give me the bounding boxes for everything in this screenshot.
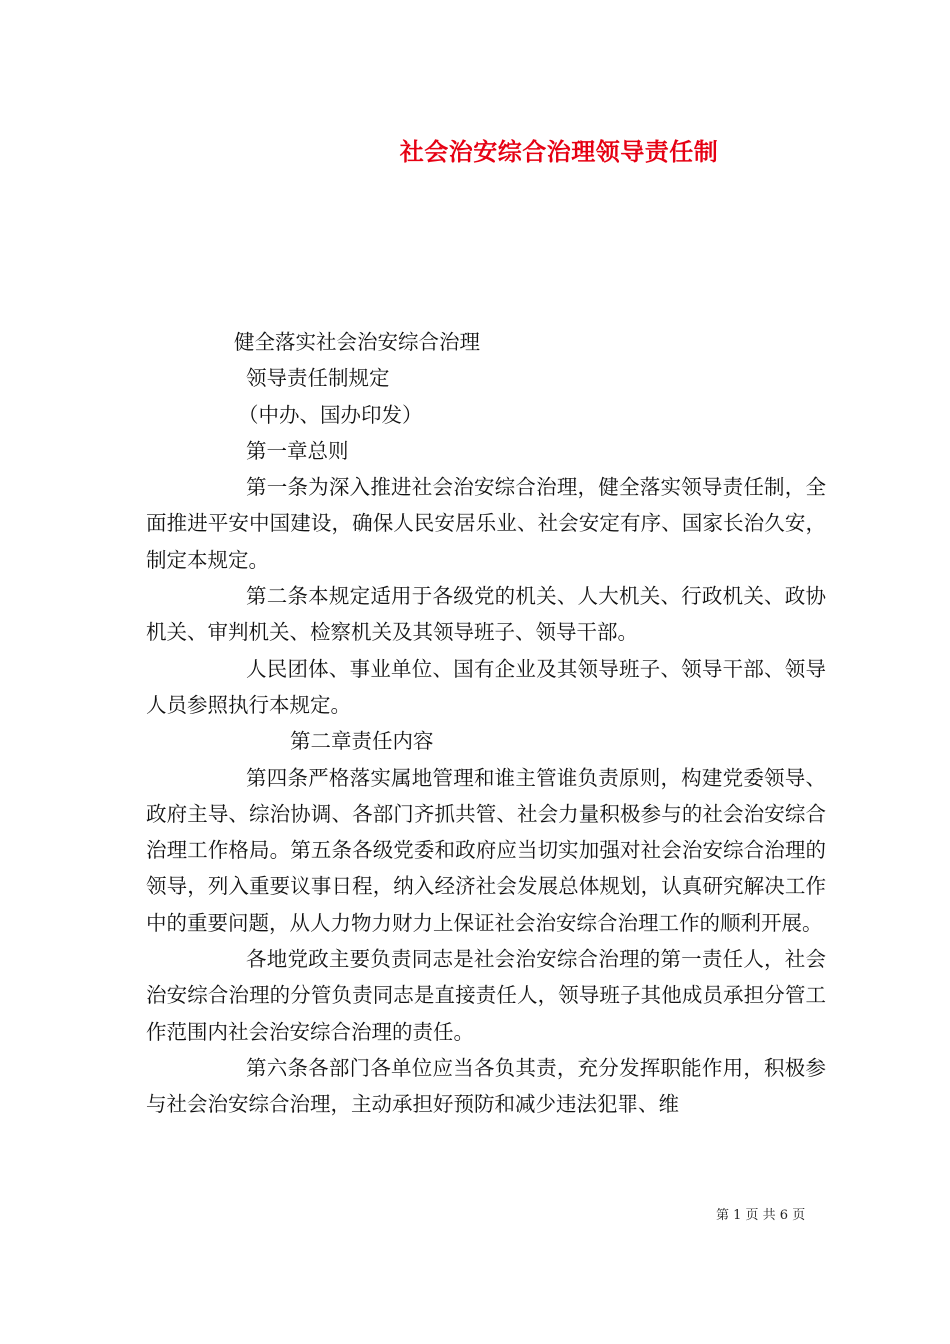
paragraph-article-4-5: 第四条严格落实属地管理和谁主管谁负责原则，构建党委领导、政府主导、综治协调、各部门齐抓共管、社会力量积极参与的社会治安综合治理工作格局。第五条各级党委和政府应当切实加强对社会治安综合治理的领导，列入重要议事日程，纳入经济社会发展总体规划，认真研究解决工作中的重要问题，从人力物力财力上保证社会治安综合治理工作的顺利开展。 [146, 765, 826, 935]
document-title: 社会治安综合治理领导责任制 [399, 137, 719, 166]
paragraph-responsibility: 各地党政主要负责同志是社会治安综合治理的第一责任人，社会治安综合治理的分管负责同志是直接责任人，领导班子其他成员承担分管工作范围内社会治安综合治理的责任。 [146, 947, 826, 1044]
paragraph-article-2-note: 人民团体、事业单位、国有企业及其领导班子、领导干部、领导人员参照执行本规定。 [146, 656, 826, 717]
heading-line-1: 健全落实社会治安综合治理 [234, 330, 480, 354]
paragraph-article-1: 第一条为深入推进社会治安综合治理，健全落实领导责任制，全面推进平安中国建设，确保人民安居乐业、社会安定有序、国家长治久安，制定本规定。 [146, 475, 826, 572]
page-footer: 第 1 页 共 6 页 [716, 1208, 806, 1223]
paragraph-article-2: 第二条本规定适用于各级党的机关、人大机关、行政机关、政协机关、审判机关、检察机关及其领导班子、领导干部。 [146, 584, 826, 645]
heading-line-3: （中办、国办印发） [238, 402, 423, 427]
document-body [146, 324, 826, 1123]
paragraph-article-6: 第六条各部门各单位应当各负其责，充分发挥职能作用，积极参与社会治安综合治理，主动承担好预防和减少违法犯罪、维 [146, 1055, 826, 1117]
chapter-1-heading: 第一章总则 [246, 438, 349, 463]
heading-line-2: 领导责任制规定 [246, 366, 390, 391]
chapter-2-heading: 第二章责任内容 [290, 729, 434, 754]
